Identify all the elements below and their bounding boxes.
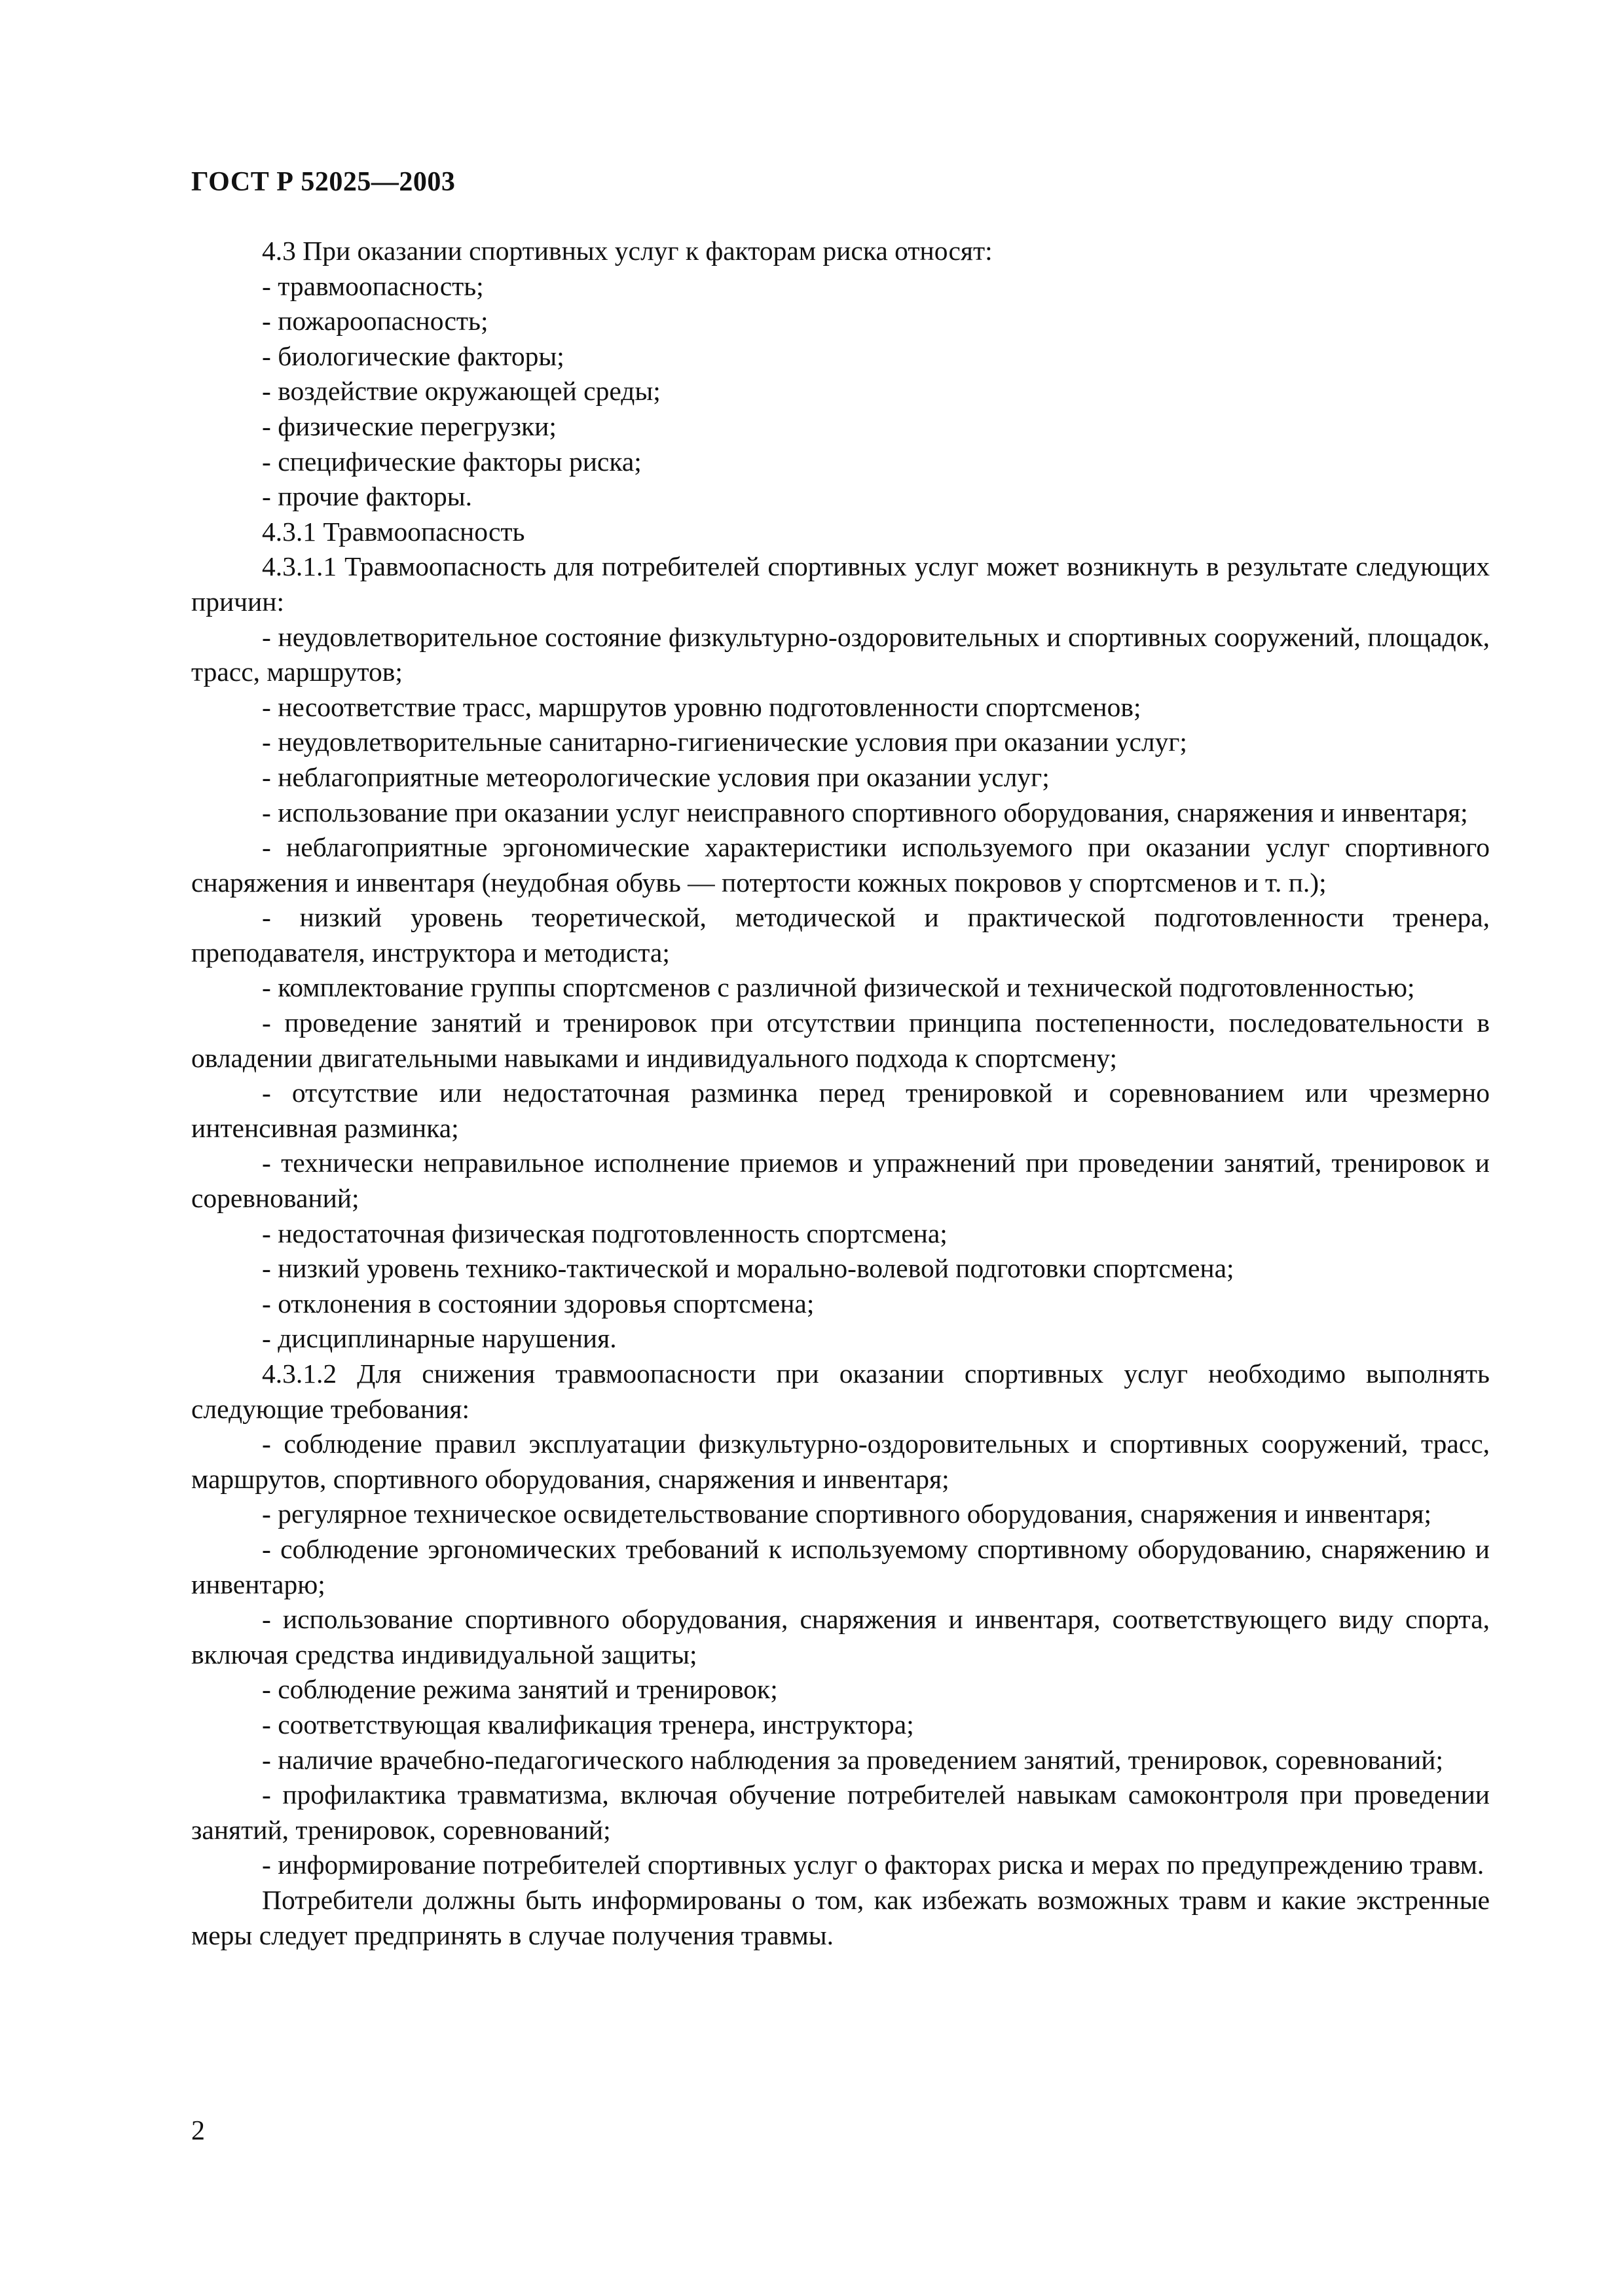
paragraph: - соблюдение правил эксплуатации физкультурно-оздоровительных и спортивных сооружений, трасс, маршрутов, спортивного оборудования, снаряжения и инвентаря; (191, 1429, 1490, 1494)
paragraph: - соответствующая квалификация тренера, инструктора; (262, 1709, 914, 1740)
paragraph: - низкий уровень технико-тактической и морально-волевой подготовки спортсмена; (262, 1253, 1234, 1284)
paragraph: - неудовлетворительные санитарно-гигиенические условия при оказании услуг; (262, 727, 1187, 757)
paragraph: - отклонения в состоянии здоровья спортсмена; (262, 1288, 815, 1319)
paragraph: - низкий уровень теоретической, методической и практической подготовленности тренера, преподавателя, инструктора и методиста; (191, 902, 1490, 968)
paragraph: - травмоопасность; (262, 270, 484, 301)
paragraph: Потребители должны быть информированы о том, как избежать возможных травм и какие экстренные меры следует предпринять в случае получения травмы. (191, 1884, 1490, 1950)
document-header: ГОСТ Р 52025—2003 (191, 167, 456, 197)
document-body (191, 234, 1490, 1953)
paragraph: - наличие врачебно-педагогического наблюдения за проведением занятий, тренировок, соревнований; (262, 1744, 1444, 1775)
paragraph: - воздействие окружающей среды; (262, 376, 661, 407)
page-number: 2 (191, 2116, 205, 2146)
paragraph: - соблюдение режима занятий и тренировок; (262, 1674, 778, 1705)
paragraph: - недостаточная физическая подготовленность спортсмена; (262, 1218, 948, 1248)
paragraph: - технически неправильное исполнение приемов и упражнений при проведении занятий, тренировок и соревнований; (191, 1148, 1490, 1214)
paragraph: - профилактика травматизма, включая обучение потребителей навыкам самоконтроля при проведении занятий, тренировок, соревнований; (191, 1779, 1490, 1845)
paragraph: - соблюдение эргономических требований к используемому спортивному оборудованию, снаряжению и инвентарю; (191, 1533, 1490, 1599)
paragraph: - регулярное техническое освидетельствование спортивного оборудования, снаряжения и инвентаря; (262, 1499, 1432, 1529)
paragraph: - неудовлетворительное состояние физкультурно-оздоровительных и спортивных сооружений, площадок, трасс, маршрутов; (191, 621, 1490, 687)
paragraph: 4.3.1 Травмоопасность (262, 516, 525, 547)
paragraph: - использование спортивного оборудования, снаряжения и инвентаря, соответствующего виду спорта, включая средства индивидуальной защиты; (191, 1604, 1490, 1669)
paragraph: - физические перегрузки; (262, 410, 557, 441)
paragraph: 4.3 При оказании спортивных услуг к факторам риска относят: (262, 236, 993, 266)
paragraph: - несоответствие трасс, маршрутов уровню подготовленности спортсменов; (262, 691, 1141, 722)
paragraph: - использование при оказании услуг неисправного спортивного оборудования, снаряжения и инвентаря; (262, 797, 1468, 828)
paragraph: - информирование потребителей спортивных услуг о факторах риска и мерах по предупреждению травм. (262, 1850, 1484, 1880)
paragraph: - неблагоприятные эргономические характеристики используемого при оказании услуг спортивного снаряжения и инвентаря (неудобная обувь — потертости кожных покровов у спортсменов и т. п.); (191, 832, 1490, 898)
paragraph: - биологические факторы; (262, 340, 564, 371)
paragraph: - неблагоприятные метеорологические условия при оказании услуг; (262, 761, 1050, 792)
paragraph: - дисциплинарные нарушения. (262, 1323, 617, 1354)
paragraph: - пожароопасность; (262, 306, 488, 337)
paragraph: - прочие факторы. (262, 481, 472, 512)
paragraph: - комплектование группы спортсменов с различной физической и технической подготовленностью; (262, 972, 1415, 1003)
paragraph: - отсутствие или недостаточная разминка перед тренировкой и соревнованием или чрезмерно интенсивная разминка; (191, 1078, 1490, 1143)
paragraph: - проведение занятий и тренировок при отсутствии принципа постепенности, последовательности в овладении двигательными навыками и индивидуального подхода к спортсмену; (191, 1008, 1490, 1073)
paragraph: 4.3.1.2 Для снижения травмоопасности при оказании спортивных услуг необходимо выполнять следующие требования: (191, 1358, 1490, 1424)
paragraph: 4.3.1.1 Травмоопасность для потребителей спортивных услуг может возникнуть в результате следующих причин: (191, 551, 1490, 617)
paragraph: - специфические факторы риска; (262, 446, 642, 477)
